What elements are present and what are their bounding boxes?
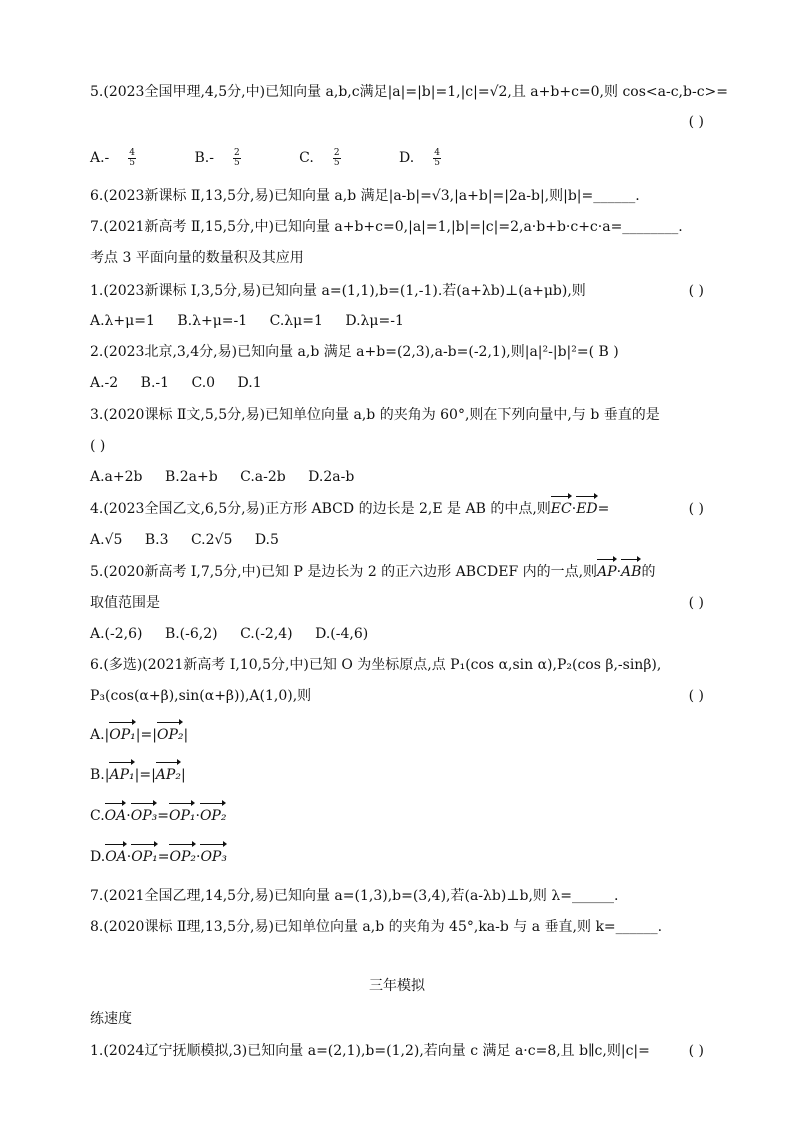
vector-op2: OP₂ xyxy=(199,808,227,824)
vector-op2: OP₂ xyxy=(169,849,196,865)
s3-question-6-line1: 6.(多选)(2021新高考 Ⅰ,10,5分,中)已知 O 为坐标原点,点 P₁(cos α,sin α),P₂(cos β,-sinβ), xyxy=(90,657,662,673)
fraction: $\frac{4}{5}$ xyxy=(129,147,136,168)
s3-question-4-stem: 4.(2023全国乙文,6,5分,易)正方形 ABCD 的边长是 2,E 是 AB 的中点,则EC·ED= ( ) xyxy=(90,501,704,517)
option-c: C.λμ=1 xyxy=(269,313,323,329)
question-7-stem: 7.(2021新高考 Ⅱ,15,5分,中)已知向量 a+b+c=0,|a|=1,|b|=|c|=2,a·b+b·c+c·a=________. xyxy=(90,219,683,235)
s3-question-7-stem: 7.(2021全国乙理,14,5分,易)已知向量 a=(1,3),b=(3,4),若(a-λb)⊥b,则 λ=______. xyxy=(90,888,619,904)
s3-question-1-options xyxy=(90,311,704,331)
option-a: A.-2 xyxy=(90,375,119,391)
section-title: 考点 3 平面向量的数量积及其应用 xyxy=(90,250,304,266)
vector-ap: AP xyxy=(597,564,617,580)
option-a: A.(-2,6) xyxy=(90,626,143,642)
option-a: A.a+2b xyxy=(90,469,143,485)
option-c: C. $\frac{2}{5}$ xyxy=(299,148,376,168)
vector-oa: OA xyxy=(105,849,127,865)
s3-question-6-option-b: B.|AP₁|=|AP₂| xyxy=(90,767,186,783)
fraction: $\frac{2}{5}$ xyxy=(333,147,340,168)
s3-question-3-options xyxy=(90,467,704,487)
vector-op3: OP₃ xyxy=(130,808,158,824)
option-d: D. $\frac{4}{5}$ xyxy=(399,148,477,168)
vector-op2: OP₂ xyxy=(156,727,184,743)
s3-question-5-line2: 取值范围是 ( ) xyxy=(90,595,704,611)
fraction: $\frac{2}{5}$ xyxy=(233,147,240,168)
option-d: D.1 xyxy=(237,375,262,391)
s3-question-6-option-d: D.OA·OP₁=OP₂·OP₃ xyxy=(90,849,227,865)
question-6-stem: 6.(2023新课标 Ⅱ,13,5分,易)已知向量 a,b 满足|a-b|=√3,|a+b|=|2a-b|,则|b|=______. xyxy=(90,188,640,204)
answer-paren: ( ) xyxy=(688,114,704,130)
answer-paren: ( ) xyxy=(688,283,704,299)
s3-question-1-stem: 1.(2023新课标 Ⅰ,3,5分,易)已知向量 a=(1,1),b=(1,-1).若(a+λb)⊥(a+μb),则 ( ) xyxy=(90,283,704,299)
option-d: D.2a-b xyxy=(308,469,355,485)
option-a: A.λ+μ=1 xyxy=(90,313,155,329)
section-heading: 三年模拟 xyxy=(369,978,425,994)
answer-paren: ( ) xyxy=(90,438,106,454)
s3-question-6-option-c: C.OA·OP₃=OP₁·OP₂ xyxy=(90,808,227,824)
question-5-options xyxy=(90,148,704,168)
vector-ab: AB xyxy=(621,564,642,580)
s3-question-3-paren-line xyxy=(90,436,704,456)
answer-paren: ( ) xyxy=(688,688,704,704)
s3-question-3-stem: 3.(2020课标 Ⅱ文,5,5分,易)已知单位向量 a,b 的夹角为 60°,则在下列向量中,与 b 垂直的是 xyxy=(90,407,660,423)
answer-paren: ( ) xyxy=(688,1043,704,1059)
s3-question-6-option-a: A.|OP₁|=|OP₂| xyxy=(90,727,189,743)
s3-question-2-stem: 2.(2023北京,3,4分,易)已知向量 a,b 满足 a+b=(2,3),a-b=(-2,1),则|a|²-|b|²=( B ) xyxy=(90,344,619,360)
vector-ec: EC xyxy=(550,501,572,517)
s3-question-4-options xyxy=(90,530,704,550)
option-b: B.λ+μ=-1 xyxy=(177,313,248,329)
s3-question-6-line2: P₃(cos(α+β),sin(α+β)),A(1,0),则 ( ) xyxy=(90,688,704,704)
vector-op1: OP₁ xyxy=(168,808,196,824)
option-a: A.- $\frac{4}{5}$ xyxy=(90,148,172,168)
vector-op1: OP₁ xyxy=(109,727,136,743)
s3-question-8-stem: 8.(2020课标 Ⅱ理,13,5分,易)已知单位向量 a,b 的夹角为 45°,ka-b 与 a 垂直,则 k=______. xyxy=(90,919,663,935)
vector-ap1: AP₁ xyxy=(109,767,135,783)
sim-question-1-stem: 1.(2024辽宁抚顺模拟,3)已知向量 a=(2,1),b=(1,2),若向量 c 满足 a·c=8,且 b∥c,则|c|= ( ) xyxy=(90,1043,704,1059)
option-c: C.0 xyxy=(191,375,216,391)
answer-paren: ( ) xyxy=(688,595,704,611)
vector-ed: ED xyxy=(576,501,598,517)
s3-question-2-options xyxy=(90,373,704,393)
answer-paren: ( ) xyxy=(688,501,704,517)
option-d: D.5 xyxy=(254,532,279,548)
s3-question-5-stem: 5.(2020新高考 Ⅰ,7,5分,中)已知 P 是边长为 2 的正六边形 ABCDEF 内的一点,则AP·AB的 xyxy=(90,564,656,580)
option-d: D.λμ=-1 xyxy=(345,313,404,329)
fraction: $\frac{4}{5}$ xyxy=(434,147,440,168)
option-c: C.2√5 xyxy=(190,532,233,548)
option-a: A.√5 xyxy=(90,532,123,548)
option-b: B.3 xyxy=(144,532,169,548)
s3-question-5-options xyxy=(90,624,704,644)
vector-oa: OA xyxy=(104,808,127,824)
option-c: C.a-2b xyxy=(240,469,286,485)
vector-op1: OP₁ xyxy=(131,849,158,865)
question-5-stem: 5.(2023全国甲理,4,5分,中)已知向量 a,b,c满足|a|=|b|=1,|c|=√2,且 a+b+c=0,则 cos<a-c,b-c>= xyxy=(90,84,728,100)
option-c: C.(-2,4) xyxy=(240,626,293,642)
option-b: B.- $\frac{2}{5}$ xyxy=(194,148,276,168)
option-d: D.(-4,6) xyxy=(315,626,369,642)
practice-label: 练速度 xyxy=(90,1011,132,1027)
option-b: B.(-6,2) xyxy=(164,626,218,642)
option-b: B.-1 xyxy=(140,375,170,391)
vector-op3: OP₃ xyxy=(200,849,227,865)
option-b: B.2a+b xyxy=(164,469,218,485)
vector-ap2: AP₂ xyxy=(155,767,181,783)
